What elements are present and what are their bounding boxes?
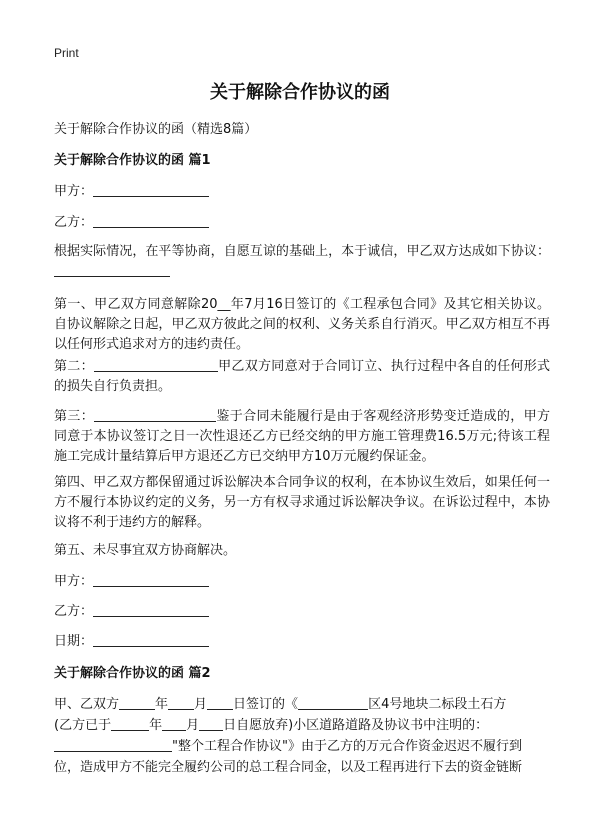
- p2-text: 日签订的《: [233, 697, 299, 712]
- sign-a-blank: [93, 572, 209, 587]
- sign-date-line: [54, 632, 550, 652]
- party-a-blank: [93, 182, 209, 197]
- section-2-line-1: [54, 695, 550, 715]
- p2-text: 年: [149, 718, 163, 733]
- sign-b-blank: [93, 602, 209, 617]
- section-2-line-2: [54, 716, 550, 736]
- clause-3-prefix: 第三：: [54, 409, 95, 424]
- p2-text: "整个工程合作协议"》由于乙方的万元合作资金迟迟不履行到: [172, 739, 522, 754]
- p2-blank: [207, 695, 233, 710]
- sign-a-label: 甲方：: [54, 574, 94, 589]
- p2-blank: [162, 716, 186, 731]
- p2-text: (乙方已于: [54, 718, 112, 733]
- section-2-line-3: [54, 737, 550, 757]
- clause-1: 第一、甲乙双方同意解除20__年7月16日签订的《工程承包合同》及其它相关协议。自协议解除之日起，甲乙双方彼此之间的权利、义务关系自行消灭。甲乙双方相互不再以任何形式追求对方的违约责任。: [54, 297, 550, 352]
- intro-blank: [54, 262, 170, 277]
- p2-text: 位，造成甲方不能完全履约公司的总工程合同金，以及工程再进行下去的资金链断: [54, 760, 523, 775]
- clause-5: 第五、未尽事宜双方协商解决。: [54, 543, 237, 558]
- sign-date-blank: [93, 632, 209, 647]
- clause-2: [54, 357, 550, 397]
- subtitle: 关于解除合作协议的函（精选8篇）: [54, 122, 258, 137]
- intro-paragraph: [54, 242, 550, 282]
- party-b-line: [54, 213, 550, 233]
- clause-2-prefix: 第二：: [54, 359, 94, 374]
- clause-3-blank: [94, 407, 216, 422]
- p2-blank: [54, 737, 172, 752]
- section-heading-1: 关于解除合作协议的函 篇1: [54, 153, 211, 168]
- sign-a-line: [54, 572, 550, 592]
- section-2-line-4: [54, 758, 550, 778]
- sign-date-label: 日期：: [54, 634, 94, 649]
- sign-b-line: [54, 602, 550, 622]
- clause-4: 第四、甲乙双方都保留通过诉讼解决本合同争议的权利，在本协议生效后，如果任何一方不履行本协议约定的义务，另一方有权寻求通过诉讼解决争议。在诉讼过程中，本协议将不利于违约方的解释。: [54, 475, 550, 530]
- clause-2-blank: [94, 357, 218, 372]
- clause-3: [54, 407, 550, 467]
- p2-blank: [199, 716, 223, 731]
- p2-text: 日自愿放弃)小区道路道路及协议书中注明的：: [223, 718, 489, 733]
- section-heading-2: 关于解除合作协议的函 篇2: [54, 666, 211, 681]
- p2-text: 区4号地块二标段土石方: [368, 697, 507, 712]
- clause-2-text: 甲乙双方同意对于合同订立、执行过程中各自的任何形式的损失自行负责担。: [54, 359, 550, 394]
- p2-text: 年: [155, 697, 169, 712]
- clause-3-text: 鉴于合同未能履行是由于客观经济形势变迁造成的，甲方同意于本协议签订之日一次性退还乙方已经交纳的甲方施工管理费16.5万元;待该工程施工完成计量结算后甲方退还乙方已交纳甲方10万元履约保证金。: [54, 409, 550, 464]
- p2-blank: [119, 695, 155, 710]
- party-b-blank: [93, 213, 209, 228]
- p2-blank: [298, 695, 368, 710]
- p2-text: 月: [194, 697, 208, 712]
- party-a-label: 甲方：: [54, 184, 94, 199]
- intro-text: 根据实际情况，在平等协商，自愿互谅的基础上，本于诚信，甲乙双方达成如下协议：: [54, 244, 550, 259]
- party-b-label: 乙方：: [54, 215, 94, 230]
- page-title: 关于解除合作协议的函: [210, 82, 390, 103]
- sign-b-label: 乙方：: [54, 604, 94, 619]
- p2-blank: [111, 716, 149, 731]
- p2-text: 月: [186, 718, 200, 733]
- p2-blank: [168, 695, 194, 710]
- p2-text: 甲、乙双方: [54, 697, 120, 712]
- party-a-line: [54, 182, 550, 202]
- print-link[interactable]: Print: [54, 46, 79, 60]
